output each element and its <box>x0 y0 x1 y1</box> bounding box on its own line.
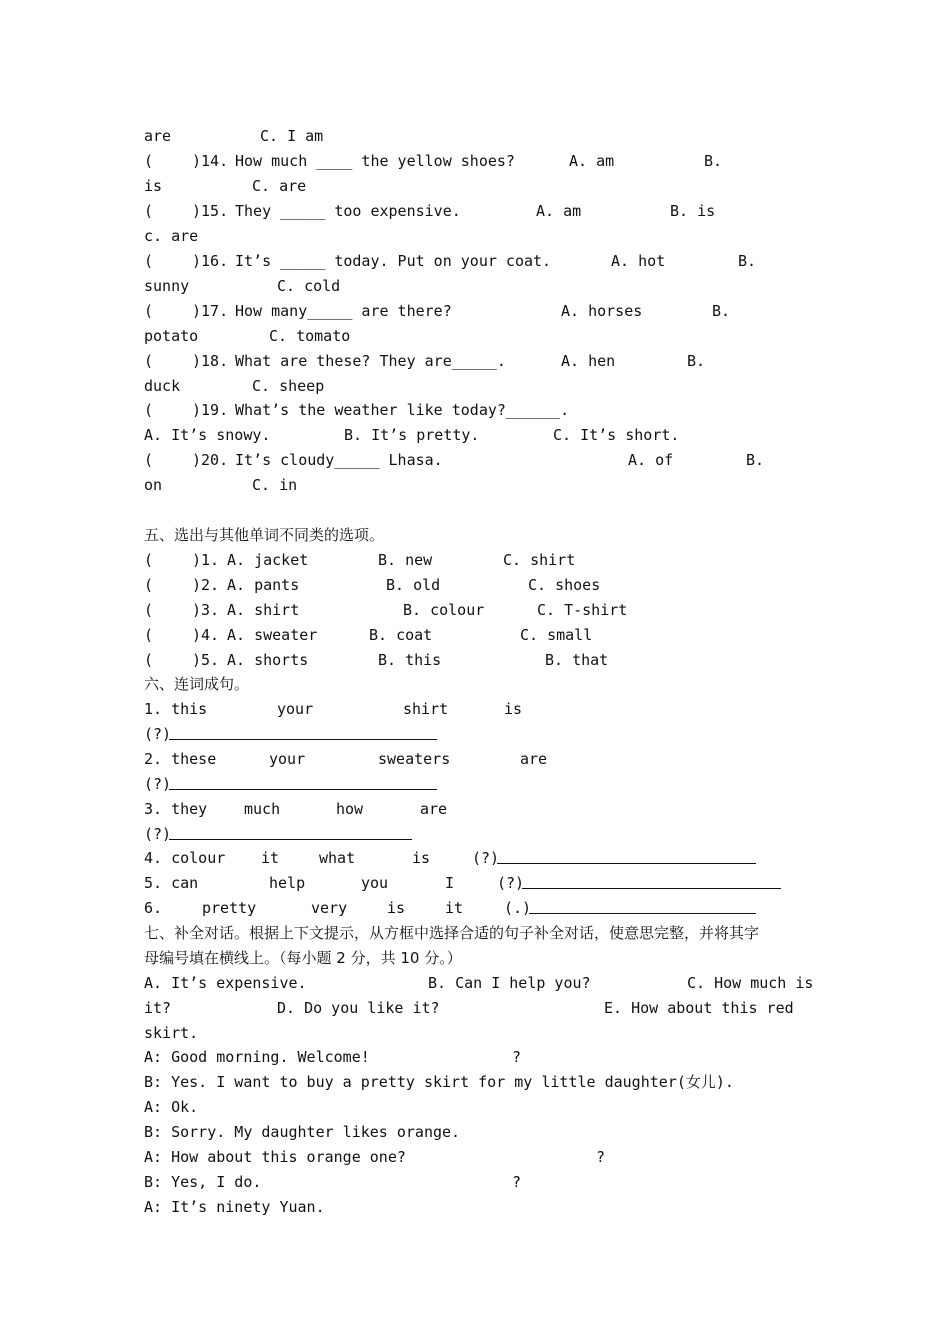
option-b: B. this <box>378 651 442 669</box>
answer-paren[interactable]: ( <box>144 451 154 469</box>
option-b: B. new <box>378 551 433 569</box>
question-17-wrap <box>144 324 351 349</box>
option-a: A. am <box>569 152 615 170</box>
option-b: B. <box>704 152 723 170</box>
question-15-wrap <box>144 224 199 249</box>
option-b-text: on <box>144 476 163 494</box>
section-6-title: 六、连词成句。 <box>144 675 250 693</box>
option-b: B. <box>746 451 765 469</box>
word: your <box>277 700 314 718</box>
question-number: )20. <box>192 451 229 469</box>
option-a: A. shorts <box>227 651 309 669</box>
option-b: B. colour <box>403 601 485 619</box>
answer-paren[interactable]: ( <box>144 302 154 320</box>
dialogue-text: A: Good morning. Welcome! <box>144 1048 370 1066</box>
option-b: B. Can I help you? <box>428 974 591 992</box>
word: sweaters <box>378 750 451 768</box>
word: it <box>261 849 280 867</box>
reorder-answer-3 <box>144 822 180 847</box>
dialogue-text: A: Ok. <box>144 1098 199 1116</box>
option-a: A. jacket <box>227 551 309 569</box>
dialogue-line-7 <box>144 1195 325 1220</box>
option-a: A. of <box>628 451 674 469</box>
option-c: C. sheep <box>252 377 325 395</box>
option-c: C. I am <box>260 127 324 145</box>
option-a: A. am <box>536 202 582 220</box>
option-c: C. It’s short. <box>553 426 680 444</box>
blank-mark[interactable]: ? <box>512 1048 522 1066</box>
answer-paren[interactable]: ( <box>144 601 154 619</box>
word: shirt <box>403 700 449 718</box>
reorder-item-6 <box>144 896 532 921</box>
answer-paren[interactable]: ( <box>144 352 154 370</box>
blank-mark[interactable]: ? <box>596 1148 606 1166</box>
answer-paren[interactable]: ( <box>144 626 154 644</box>
answer-mark: (.) <box>504 899 532 917</box>
word: is <box>504 700 523 718</box>
option-b: B. old <box>386 576 441 594</box>
question-19-options <box>144 423 680 448</box>
answer-line[interactable] <box>522 871 781 889</box>
question-16-wrap <box>144 274 341 299</box>
dialogue-line-1 <box>144 1045 522 1070</box>
dialogue-text: A: It’s ninety Yuan. <box>144 1198 325 1216</box>
dialogue-text: B: Yes, I do. <box>144 1173 262 1191</box>
options-line-3 <box>144 1021 199 1046</box>
question-number: )15. <box>192 202 229 220</box>
option-b: B. <box>712 302 731 320</box>
option-b: B. <box>687 352 706 370</box>
answer-paren[interactable]: ( <box>144 576 154 594</box>
question-text: What are these? They are_____. <box>235 352 506 370</box>
answer-mark: (?) <box>497 874 525 892</box>
word: 6. <box>144 899 163 917</box>
word: 2. these <box>144 750 217 768</box>
answer-mark: (?) <box>144 725 172 743</box>
answer-line[interactable] <box>169 722 437 740</box>
answer-paren[interactable]: ( <box>144 551 154 569</box>
option-c-wrap: it? <box>144 999 172 1017</box>
answer-mark: (?) <box>472 849 500 867</box>
reorder-answer-2 <box>144 772 180 797</box>
question-text: What’s the weather like today?______. <box>235 401 570 419</box>
option-b-text: sunny <box>144 277 190 295</box>
word: pretty <box>202 899 257 917</box>
question-20-wrap <box>144 473 298 498</box>
option-a: A. hot <box>611 252 666 270</box>
wrapped-option: are <box>144 127 172 145</box>
question-text: It’s _____ today. Put on your coat. <box>235 252 552 270</box>
answer-paren[interactable]: ( <box>144 401 154 419</box>
option-e-wrap: skirt. <box>144 1024 199 1042</box>
question-16 <box>144 249 757 274</box>
option-a: A. It’s expensive. <box>144 974 307 992</box>
section-5-item-4 <box>144 623 593 648</box>
option-b: B. coat <box>369 626 433 644</box>
dialogue-line-3 <box>144 1095 199 1120</box>
word: it <box>445 899 464 917</box>
dialogue-line-6 <box>144 1170 522 1195</box>
reorder-item-1 <box>144 697 523 722</box>
option-b: B. <box>738 252 757 270</box>
question-number: )3. <box>192 601 220 619</box>
dialogue-text: A: How about this orange one? <box>144 1148 406 1166</box>
dialogue-line-2 <box>144 1070 734 1095</box>
option-b-text: potato <box>144 327 199 345</box>
section-5-title: 五、选出与其他单词不同类的选项。 <box>144 526 385 544</box>
question-text: They _____ too expensive. <box>235 202 461 220</box>
blank-mark[interactable]: ? <box>512 1173 522 1191</box>
answer-mark: (?) <box>144 825 172 843</box>
option-c: B. that <box>545 651 609 669</box>
dialogue-text: B: Sorry. My daughter likes orange. <box>144 1123 461 1141</box>
question-number: )18. <box>192 352 229 370</box>
option-c: C. are <box>252 177 307 195</box>
option-a: A. hen <box>561 352 616 370</box>
question-number: )19. <box>192 401 229 419</box>
section-7-title-line-2: 母编号填在横线上。（每小题 2 分，共 10 分。） <box>144 949 462 967</box>
word: 4. colour <box>144 849 226 867</box>
question-20 <box>144 448 765 473</box>
answer-paren[interactable]: ( <box>144 202 154 220</box>
option-a: A. horses <box>561 302 643 320</box>
word: I <box>445 874 455 892</box>
option-c: C. How much is <box>687 974 814 992</box>
option-e: E. How about this red <box>604 999 794 1017</box>
dialogue-text: B: Yes. I want to buy a pretty skirt for my little daughter(女儿). <box>144 1073 734 1091</box>
option-b-text: is <box>144 177 163 195</box>
question-18 <box>144 349 706 374</box>
answer-line[interactable] <box>169 822 412 840</box>
option-c: c. are <box>144 227 199 245</box>
option-c: C. shirt <box>503 551 576 569</box>
word: 1. this <box>144 700 208 718</box>
section-5-item-5 <box>144 648 609 673</box>
answer-paren[interactable]: ( <box>144 152 154 170</box>
question-19 <box>144 398 570 423</box>
answer-line[interactable] <box>169 772 437 790</box>
option-a: A. shirt <box>227 601 300 619</box>
answer-paren[interactable]: ( <box>144 252 154 270</box>
section-5-item-3 <box>144 598 628 623</box>
question-17 <box>144 299 731 324</box>
option-c: C. tomato <box>269 327 351 345</box>
option-a: A. pants <box>227 576 300 594</box>
word: 3. they <box>144 800 208 818</box>
section-5-item-2 <box>144 573 601 598</box>
option-b: B. It’s pretty. <box>344 426 480 444</box>
word: what <box>319 849 356 867</box>
answer-paren[interactable]: ( <box>144 651 154 669</box>
word: is <box>412 849 431 867</box>
option-b-text: duck <box>144 377 181 395</box>
options-line-1 <box>144 971 814 996</box>
question-14 <box>144 149 723 174</box>
answer-mark: (?) <box>144 775 172 793</box>
reorder-item-4 <box>144 846 500 871</box>
word: help <box>269 874 306 892</box>
word: is <box>387 899 406 917</box>
question-number: )2. <box>192 576 220 594</box>
question-number: )1. <box>192 551 220 569</box>
option-c: C. small <box>520 626 593 644</box>
dialogue-line-5 <box>144 1145 606 1170</box>
option-c: C. in <box>252 476 298 494</box>
word: how <box>336 800 364 818</box>
section-7-title-line-1: 七、补全对话。根据上下文提示，从方框中选择合适的句子补全对话，使意思完整，并将其字 <box>144 924 760 942</box>
option-b: B. is <box>670 202 716 220</box>
reorder-item-3 <box>144 797 448 822</box>
word: you <box>361 874 389 892</box>
option-c: C. T-shirt <box>537 601 628 619</box>
question-text: It’s cloudy_____ Lhasa. <box>235 451 443 469</box>
option-a: A. sweater <box>227 626 318 644</box>
word: are <box>520 750 548 768</box>
question-number: )14. <box>192 152 229 170</box>
question-text: How much ____ the yellow shoes? <box>235 152 515 170</box>
question-13-wrap-line <box>144 124 324 149</box>
reorder-answer-1 <box>144 722 180 747</box>
option-c: C. shoes <box>528 576 601 594</box>
question-number: )17. <box>192 302 229 320</box>
question-15 <box>144 199 716 224</box>
word: much <box>244 800 281 818</box>
word: very <box>311 899 348 917</box>
answer-line[interactable] <box>497 846 756 864</box>
reorder-item-5 <box>144 871 525 896</box>
question-text: How many_____ are there? <box>235 302 452 320</box>
option-c: C. cold <box>277 277 341 295</box>
section-5-item-1 <box>144 548 576 573</box>
question-number: )4. <box>192 626 220 644</box>
reorder-item-2 <box>144 747 548 772</box>
option-d: D. Do you like it? <box>277 999 440 1017</box>
dialogue-line-4 <box>144 1120 461 1145</box>
question-18-wrap <box>144 374 325 399</box>
question-number: )16. <box>192 252 229 270</box>
word: are <box>420 800 448 818</box>
options-line-2 <box>144 996 794 1021</box>
question-14-wrap <box>144 174 307 199</box>
option-a: A. It’s snowy. <box>144 426 271 444</box>
answer-line[interactable] <box>529 896 756 914</box>
word: your <box>269 750 306 768</box>
word: 5. can <box>144 874 199 892</box>
question-number: )5. <box>192 651 220 669</box>
